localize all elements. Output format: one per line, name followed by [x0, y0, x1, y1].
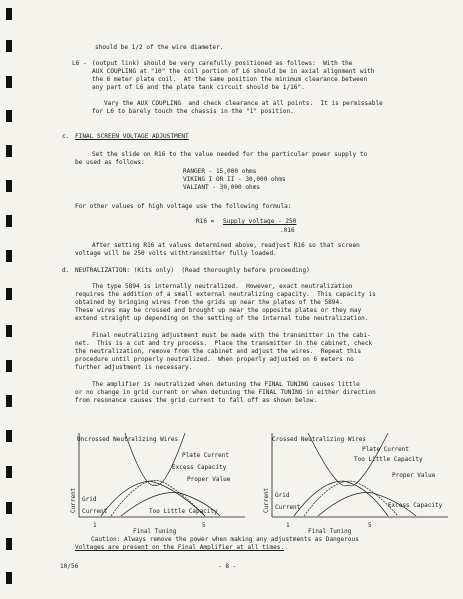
binder-hole: [6, 466, 12, 478]
binder-hole: [6, 360, 12, 372]
binder-hole: [6, 76, 12, 88]
tick-5-label: 5: [202, 522, 206, 529]
resistor-value: VIKING I OR II - 30,000 ohms: [183, 176, 286, 183]
paragraph-line: or no change in grid current or when detuning the FINAL TUNING in either direction: [75, 389, 376, 396]
paragraph-line: be used as follows:: [75, 159, 145, 166]
plate-current-label: Plate Current: [362, 446, 409, 453]
graph-title: Crossed Neutralizing Wires: [272, 436, 366, 443]
binder-holes: [0, 0, 20, 599]
section-heading: NEUTRALIZATION: (Kits only) (Read thoroughly before proceeding): [75, 267, 310, 274]
grid-label: Grid: [82, 496, 97, 503]
binder-hole: [6, 502, 12, 514]
binder-hole: [6, 572, 12, 584]
paragraph-line: (output link) should be very carefully positioned as follows: With the: [92, 60, 353, 67]
tick-1-label: 1: [286, 522, 290, 529]
paragraph-line: the 6 meter plate coil. At the same position the minimum clearance between: [92, 76, 368, 83]
section-letter: d.: [62, 267, 70, 274]
paragraph-line: for L6 to barely touch the chassis in the "1" position.: [92, 108, 294, 115]
tick-5-label: 5: [368, 522, 372, 529]
tick-1-label: 1: [93, 522, 97, 529]
binder-hole: [6, 538, 12, 550]
paragraph-line: Set the slide on R16 to the value needed for the particular power supply to: [92, 151, 368, 158]
binder-hole: [6, 325, 12, 337]
paragraph-line: extend straight up depending on the setting of the internal tube neutralization.: [75, 315, 369, 322]
current-label: Current: [275, 504, 301, 511]
formula-denominator: .016: [280, 227, 295, 234]
caution-line: Voltages are present on the Final Amplifier at all times.: [75, 544, 285, 551]
paragraph-line: After setting R16 at values determined above, readjust R16 so that screen: [92, 242, 360, 249]
binder-hole: [6, 250, 12, 262]
graph-title: Uncrossed Neutralizing Wires: [77, 436, 179, 443]
paragraph-line: AUX COUPLING at "10" the coil portion of L6 should be in axial alignment with: [92, 68, 375, 75]
paragraph-text: should be 1/2 of the wire diameter.: [95, 44, 224, 51]
paragraph-line: requires the addition of a small external neutralizing capacity. This capacity is: [75, 291, 376, 298]
resistor-value: RANGER - 15,000 ohms: [183, 168, 257, 175]
too-little-label: Too Little Capacity: [354, 456, 423, 463]
resistor-value: VALIANT - 30,000 ohms: [183, 184, 261, 191]
section-heading: FINAL SCREEN VOLTAGE ADJUSTMENT: [75, 133, 189, 140]
formula-numerator: Supply voltage - 250: [223, 218, 297, 225]
paragraph-line: For other values of high voltage use the following formula:: [75, 203, 292, 210]
paragraph-line: obtained by bringing wires from the grids up near the plates of the 5894.: [75, 299, 343, 306]
plate-current-label: Plate Current: [182, 452, 229, 459]
binder-hole: [6, 180, 12, 192]
item-label: L6 -: [72, 60, 87, 67]
binder-hole: [6, 430, 12, 442]
current-label: Current: [82, 508, 108, 515]
excess-capacity-label: Excess Capacity: [388, 502, 443, 509]
binder-hole: [6, 288, 12, 300]
excess-capacity-label: Excess Capacity: [172, 464, 227, 471]
paragraph-line: net. This is a cut and try process. Place the transmitter in the cabinet, check: [75, 340, 373, 347]
binder-hole: [6, 215, 12, 227]
paragraph-line: Final neutralizing adjustment must be made with the transmitter in the cabi-: [92, 332, 371, 339]
proper-value-label: Proper Value: [187, 476, 231, 483]
paragraph-line: from resonance causes the grid current to fall off as shown below.: [75, 397, 318, 404]
paragraph-line: voltage will be 250 volts withtransmitter fully loaded.: [75, 250, 277, 257]
binder-hole: [6, 395, 12, 407]
formula-left: R16 =: [196, 218, 215, 225]
graph-uncrossed: [55, 405, 255, 535]
paragraph-line: The amplifier is neutralized when detuning the FINAL TUNING causes little: [92, 381, 360, 388]
binder-hole: [6, 40, 12, 52]
paragraph-line: further adjustment is necessary.: [75, 364, 193, 371]
paragraph-line: procedure until properly neutralized. When properly adjusted on 6 meters no: [75, 356, 354, 363]
y-axis-label: Current: [70, 487, 77, 513]
footer-date: 10/56: [60, 563, 79, 570]
paragraph-line: Vary the AUX COUPLING and check clearance at all points. It is permissable: [104, 100, 383, 107]
section-letter: c.: [62, 133, 70, 140]
x-axis-label: Final Tuning: [308, 528, 352, 535]
proper-value-label: Proper Value: [392, 472, 436, 479]
binder-hole: [6, 110, 12, 122]
x-axis-label: Final Tuning: [133, 528, 177, 535]
paragraph-line: The type 5894 is internally neutralized. However, exact neutralization: [92, 283, 353, 290]
too-little-label: Too Little Capacity: [149, 508, 218, 515]
y-axis-label: Current: [263, 487, 270, 513]
caution-line: Caution: Always remove the power when making any adjustments as Dangerous: [91, 536, 359, 543]
paragraph-line: the neutralization, remove from the cabinet and adjust the wires. Repeat this: [75, 348, 362, 355]
graph-crossed: [258, 405, 458, 535]
binder-hole: [6, 8, 12, 20]
grid-label: Grid: [275, 492, 290, 499]
binder-hole: [6, 145, 12, 157]
page-number: - 8 -: [218, 563, 237, 570]
paragraph-line: These wires may be crossed and brought up near the opposite plates or they may: [75, 307, 362, 314]
paragraph-line: any part of L6 and the plate tank circuit should be 1/16".: [92, 84, 305, 91]
